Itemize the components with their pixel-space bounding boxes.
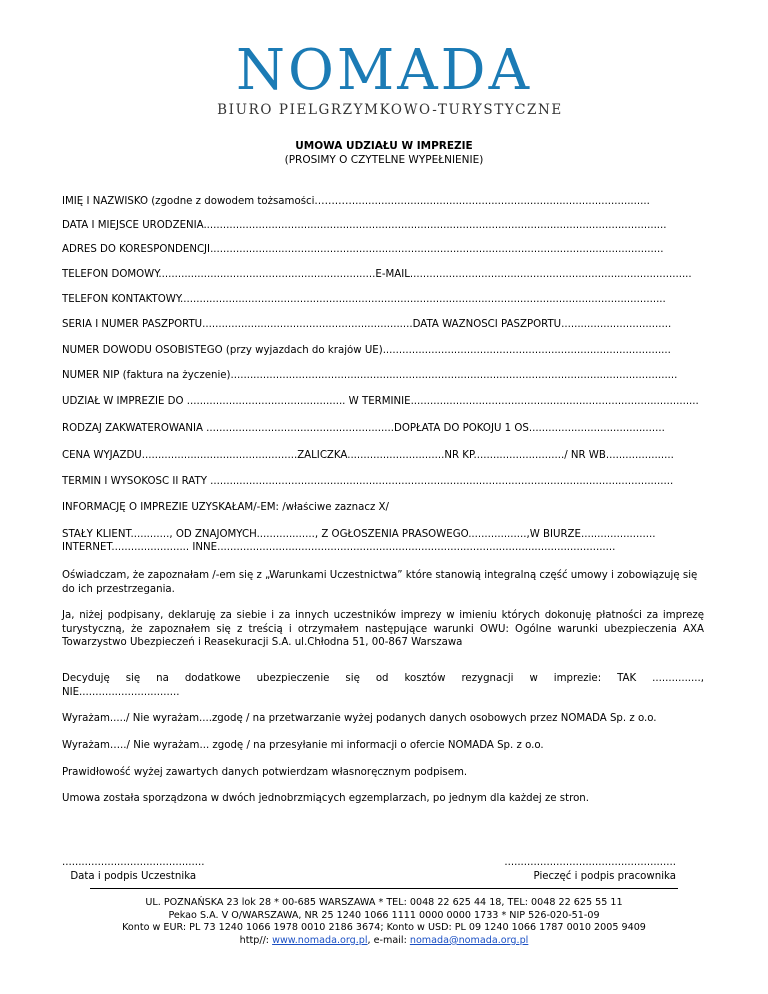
confirmation-statement: Prawidłowość wyżej zawartych danych potwierdzam własnoręcznym podpisem.: [62, 767, 468, 778]
employee-signature-line: .....................................................: [504, 857, 676, 868]
employee-signature[interactable]: [504, 856, 676, 883]
field-installment[interactable]: TERMIN I WYSOKOŚĆ II RATY ...............................................................................................................................................: [62, 476, 674, 487]
footer-bank: Pekao S.A. V O/WARSZAWA, NR 25 1240 1066 1111 0000 0000 1733 * NIP 526-020-51-09: [168, 909, 600, 921]
contract-heading: [0, 139, 768, 167]
info-source-label: INFORMACJĘ O IMPREZIE UZYSKAŁAM/-EM: /właściwe zaznacz X/: [62, 502, 389, 513]
footer-http-prefix: http//:: [239, 934, 273, 946]
consent-processing[interactable]: Wyrażam...../ Nie wyrażam....zgodę / na przetwarzanie wyżej podanych danych osobowych przez NOMADA Sp. z o.o.: [62, 713, 657, 724]
consent-marketing[interactable]: Wyrażam…../ Nie wyrażam... zgodę / na przesyłanie mi informacji o ofercie NOMADA Sp. z o.o.: [62, 740, 544, 751]
field-name[interactable]: IMIĘ I NAZWISKO (zgodne z dowodem tożsamości…………...........................................................................................: [62, 196, 650, 207]
field-accommodation[interactable]: RODZAJ ZAKWATEROWANIA ..........................................................DOPŁATA DO POKOJU 1 OS..........................................: [62, 423, 665, 434]
footer: [0, 897, 768, 947]
insurance-choice[interactable]: [62, 672, 704, 699]
source-options-line1[interactable]: STAŁY KLIENT............, OD ZNAJOMYCH.................., Z OGŁOSZENIA PRASOWEGO..................,W BIURZE.......................: [62, 529, 656, 540]
logo-title: NOMADA: [235, 38, 533, 103]
copies-statement: Umowa została sporządzona w dwóch jednobrzmiących egzemplarzach, po jednym dla każdej ze stron.: [62, 793, 589, 804]
declaration-statement: Ja, niżej podpisany, deklaruję za siebie i za innych uczestników imprezy w imieniu których dokonuję płatności za imprezę turystyczną, że zapoznałem się z treścią i otrzymałem następujące warunki OWU: Ogólne warunki ubezpieczenia AXA Towarzystwo Ubezpieczeń i Reasekuracji S.A. ul.Chłodna 51, 00-867 Warszawa: [62, 610, 704, 648]
website-link[interactable]: www.nomada.org.pl: [272, 934, 368, 946]
participant-signature-line: ............................................: [62, 857, 205, 868]
logo: [0, 38, 768, 118]
field-passport[interactable]: SERIA I NUMER PASZPORTU.................................................................DATA WAŻNOŚCI PASZPORTU..................................: [62, 319, 672, 330]
terms-statement: Oświadczam, że zapoznałam /-em się z „Warunkami Uczestnictwa” które stanowią integralną część umowy i zobowiązuję się do ich przestrzegania.: [62, 570, 698, 595]
employee-signature-label: Pieczęć i podpis pracownika: [533, 870, 676, 882]
contract-title: UMOWA UDZIAŁU W IMPREZIE: [295, 140, 473, 152]
footer-divider: [90, 888, 678, 889]
field-nip[interactable]: NUMER NIP (faktura na życzenie)..........................................................................................................................................: [62, 370, 678, 381]
field-contact-phone[interactable]: TELEFON KONTAKTOWY......................................................................................................................................................: [62, 294, 666, 305]
field-id-card[interactable]: NUMER DOWODU OSOBISTEGO (przy wyjazdach do krajów UE).........................................................................................: [62, 345, 671, 356]
field-event[interactable]: UDZIAŁ W IMPREZIE DO ................................................. W TERMINIE.........................................................................................: [62, 396, 699, 407]
field-price[interactable]: CENA WYJAZDU................................................ZALICZKA..............................NR KP............................/ NR WB.....................: [62, 450, 674, 461]
logo-subtitle: BIURO PIELGRZYMKOWO-TURYSTYCZNE: [217, 102, 563, 118]
participant-signature-label: Data i podpis Uczestnika: [70, 870, 197, 882]
field-address[interactable]: ADRES DO KORESPONDENCJI............................................................................................................................................: [62, 244, 664, 255]
field-birth[interactable]: DATA I MIEJSCE URODZENIA...............................................................................................................................................: [62, 220, 667, 231]
field-phone-email[interactable]: TELEFON DOMOWY...................................................................E-MAIL.......................................................................................: [62, 269, 692, 280]
footer-accounts: Konto w EUR: PL 73 1240 1066 1978 0010 2186 3674; Konto w USD: PL 09 1240 1066 1787 0010 2005 9409: [122, 922, 646, 934]
participant-signature[interactable]: [62, 856, 205, 883]
insurance-line-2: NIE...............................: [62, 686, 180, 698]
insurance-line-1: Decyduję się na dodatkowe ubezpieczenie się od kosztów rezygnacji w imprezie: TAK ...............,: [62, 673, 704, 684]
footer-contact: [0, 935, 768, 948]
email-link[interactable]: nomada@nomada.org.pl: [409, 934, 529, 946]
source-options-line2[interactable]: INTERNET........................ INNE...........................................................................................................................: [62, 542, 616, 553]
contract-instruction: (PROSIMY O CZYTELNE WYPEŁNIENIE): [284, 154, 484, 166]
footer-address: UL. POZNAŃSKA 23 lok 28 * 00-685 WARSZAWA * TEL: 0048 22 625 44 18, TEL: 0048 22 625 55 11: [145, 897, 623, 908]
email-label: , e-mail:: [367, 934, 410, 946]
